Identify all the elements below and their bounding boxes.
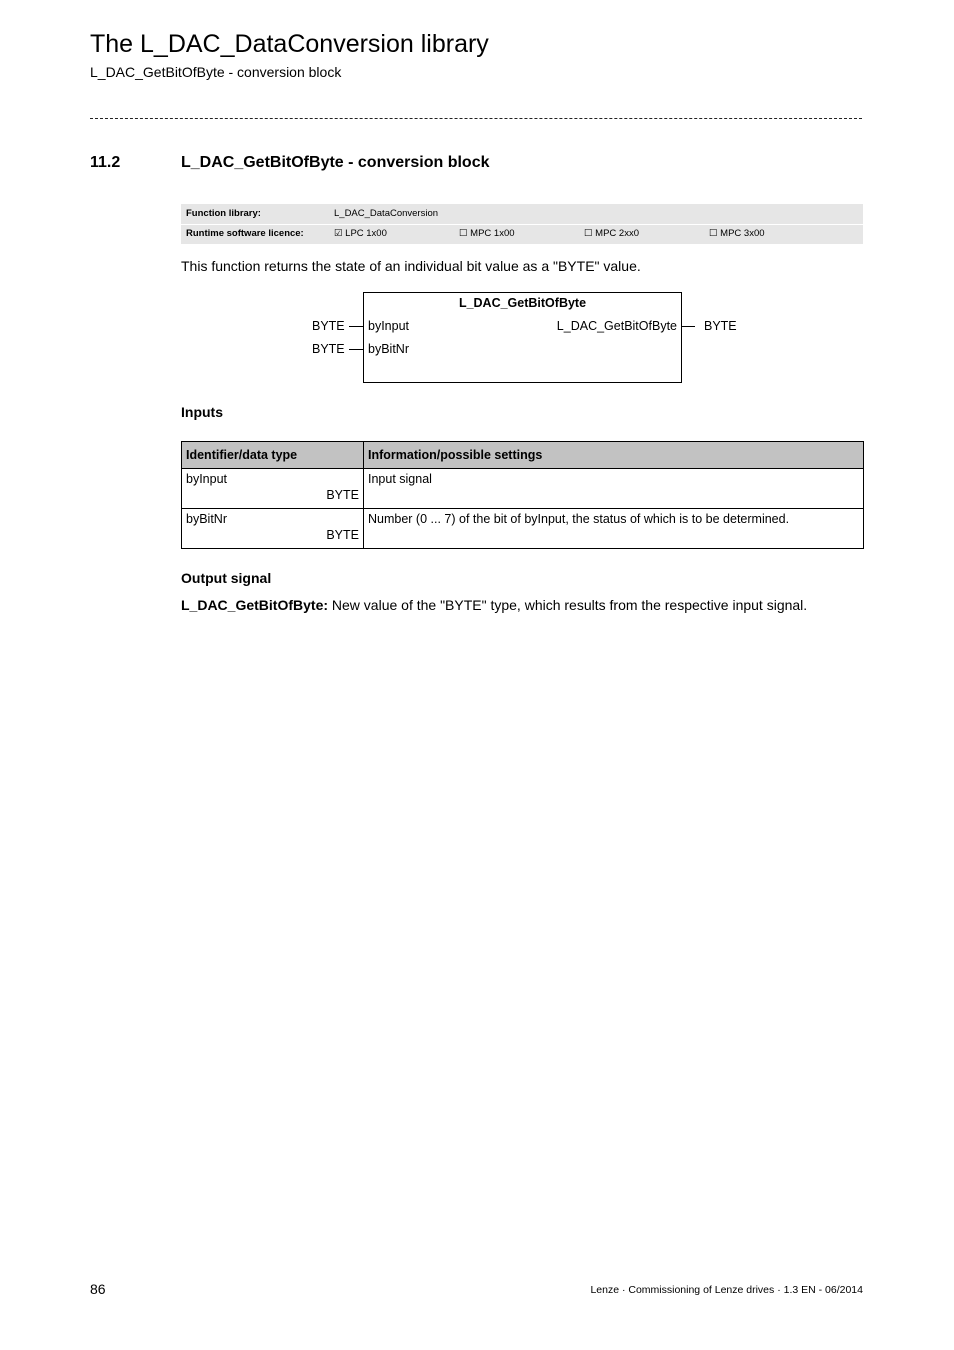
output-name-label: L_DAC_GetBitOfByte: bbox=[181, 597, 329, 613]
table-row bbox=[182, 469, 864, 509]
header-divider bbox=[90, 118, 862, 119]
footer-text: Lenze · Commissioning of Lenze drives · 1.3 EN - 06/2014 bbox=[590, 1284, 863, 1296]
cell-identifier bbox=[182, 469, 364, 509]
identifier-text: byInput bbox=[186, 472, 228, 486]
licence-mpc-2xx0: ☐ MPC 2xx0 bbox=[584, 228, 639, 239]
cell-information bbox=[364, 509, 864, 549]
document-subtitle: L_DAC_GetBitOfByte - conversion block bbox=[90, 64, 342, 80]
header-identifier: Identifier/data type bbox=[182, 442, 364, 469]
licence-mpc-1x00: ☐ MPC 1x00 bbox=[459, 228, 515, 239]
library-label: Function library: bbox=[186, 208, 261, 219]
data-type-text: BYTE bbox=[326, 488, 359, 502]
output-name: L_DAC_GetBitOfByte bbox=[556, 319, 677, 333]
cell-identifier bbox=[182, 509, 364, 549]
function-block-title: L_DAC_GetBitOfByte bbox=[458, 296, 587, 310]
data-type-text: BYTE bbox=[326, 528, 359, 542]
library-info-box bbox=[181, 204, 863, 244]
table-row bbox=[182, 509, 864, 549]
input-type-byinput: BYTE bbox=[312, 319, 345, 333]
input-name-bybitnr: byBitNr bbox=[368, 342, 409, 356]
licence-label: Runtime software licence: bbox=[186, 228, 304, 239]
page-number: 86 bbox=[90, 1281, 106, 1297]
output-type: BYTE bbox=[704, 319, 737, 333]
section-number: 11.2 bbox=[90, 154, 121, 171]
inputs-heading: Inputs bbox=[181, 404, 223, 420]
output-heading: Output signal bbox=[181, 570, 272, 586]
intro-paragraph: This function returns the state of an individual bit value as a "BYTE" value. bbox=[181, 258, 641, 274]
library-value: L_DAC_DataConversion bbox=[334, 208, 439, 219]
header-information: Information/possible settings bbox=[364, 442, 864, 469]
information-text: Number (0 ... 7) of the bit of byInput, the status of which is to be determined. bbox=[368, 512, 790, 526]
input-connector-byinput bbox=[349, 326, 363, 327]
licence-row bbox=[181, 224, 863, 244]
inputs-table bbox=[181, 441, 864, 549]
document-title: The L_DAC_DataConversion library bbox=[90, 30, 489, 58]
library-row bbox=[181, 204, 863, 224]
input-connector-bybitnr bbox=[349, 349, 363, 350]
input-type-bybitnr: BYTE bbox=[312, 342, 345, 356]
output-description: New value of the "BYTE" type, which results from the respective input signal. bbox=[328, 597, 808, 613]
output-paragraph bbox=[181, 596, 807, 614]
information-text: Input signal bbox=[368, 472, 432, 486]
licence-lpc-1x00: ☑ LPC 1x00 bbox=[334, 228, 387, 239]
identifier-text: byBitNr bbox=[186, 512, 227, 526]
cell-information bbox=[364, 469, 864, 509]
licence-mpc-3x00: ☐ MPC 3x00 bbox=[709, 228, 765, 239]
output-connector bbox=[681, 326, 695, 327]
table-header-row bbox=[182, 442, 864, 469]
section-title: L_DAC_GetBitOfByte - conversion block bbox=[181, 154, 490, 171]
input-name-byinput: byInput bbox=[368, 319, 410, 333]
